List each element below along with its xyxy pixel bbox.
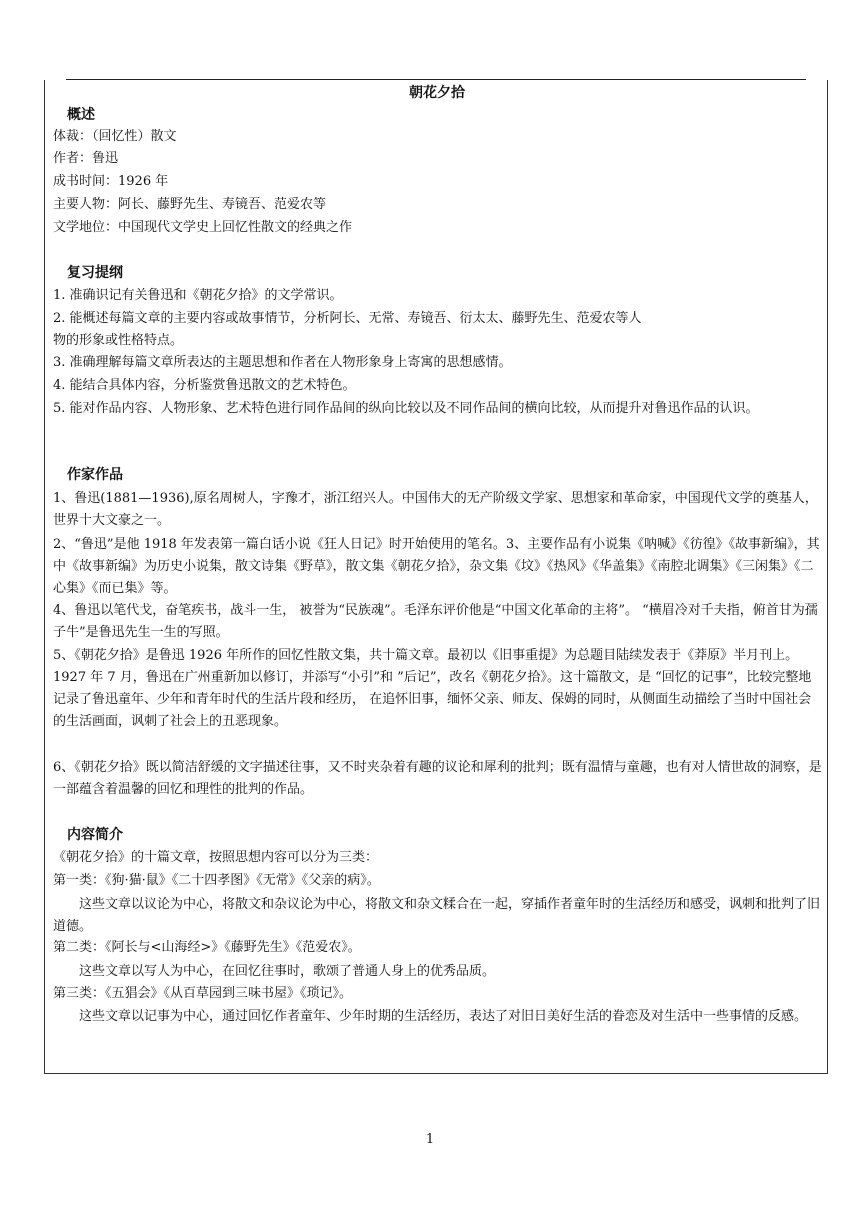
review-item: 2. 能概述每篇文章的主要内容或故事情节，分析阿长、无常、寿镜吾、衍太太、藤野先生、范爱农等人	[53, 311, 642, 326]
author-works-paragraph: 5、《朝花夕拾》是鲁迅 1926 年所作的回忆性散文集，共十篇文章。最初以《旧事重提》为总题目陆续发表于《莽原》半月刊上。1927 年 7 月，鲁迅在广州重新加以修订，并添写“小引”和 ”后记”，改名《朝花夕拾》。这十篇散文，是 “回忆的记事”，比较完整地记录了鲁迅童年、少年和青年时代的生活片段和经历， 在追怀旧事，缅怀父亲、师友、保姆的同时，从侧面生动描绘了当时中国社会的生活画面，讽刺了社会上的丑恶现象。	[53, 648, 812, 729]
category-two: 第二类：《阿长与<山海经>》《藤野先生》《范爱农》。	[53, 940, 361, 955]
author-works-paragraph: 6、《朝花夕拾》既以简洁舒缓的文字描述往事，又不时夹杂着有趣的议论和犀利的批判；既有温情与童趣，也有对人情世故的洞察，是一部蕴含着温馨的回忆和理性的批判的作品。	[53, 760, 822, 797]
category-three: 第三类：《五猖会》《从百草园到三味书屋》《琐记》。	[53, 986, 353, 1001]
document-title: 朝花夕拾	[409, 85, 465, 101]
overview-status: 文学地位：中国现代文学史上回忆性散文的经典之作	[53, 220, 353, 235]
review-item: 4. 能结合具体内容，分析鉴赏鲁迅散文的艺术特色。	[53, 378, 356, 393]
category-two-description: 这些文章以写人为中心，在回忆往事时，歌颂了普通人身上的优秀品质。	[79, 964, 496, 979]
review-item: 5. 能对作品内容、人物形象、艺术特色进行同作品间的纵向比较以及不同作品间的横向比较，从而提升对鲁迅作品的认识。	[53, 401, 759, 416]
category-one-description: 这些文章以议论为中心，将散文和杂议论为中心，将散文和杂文糅合在一起，穿插作者童年时的生活经历和感受，讽刺和批判了旧道德。	[53, 897, 821, 934]
review-item: 物的形象或性格特点。	[53, 333, 184, 348]
author-works-paragraph: 4、鲁迅以笔代戈，奋笔疾书，战斗一生， 被誉为“民族魂”。毛泽东评价他是“中国文化革命的主将”。 “横眉冷对千夫指，俯首甘为孺子牛”是鲁迅先生一生的写照。	[53, 603, 818, 640]
overview-heading: 概述	[67, 107, 95, 123]
review-item: 1. 准确识记有关鲁迅和《朝花夕拾》的文学常识。	[53, 288, 343, 303]
review-heading: 复习提纲	[67, 265, 123, 281]
author-works-heading: 作家作品	[67, 467, 123, 483]
page-number: 1	[425, 1132, 435, 1147]
author-works-paragraph: 1、鲁迅(1881—1936),原名周树人，字豫才，浙江绍兴人。中国伟大的无产阶级文学家、思想家和革命家，中国现代文学的奠基人，世界十大文豪之一。	[53, 491, 818, 528]
author-works-paragraph: 2、“鲁迅”是他 1918 年发表第一篇白话小说《狂人日记》时开始使用的笔名。3、主要作品有小说集《呐喊》《彷徨》《故事新编》，其中《故事新编》为历史小说集，散文诗集《野草》，散文集《朝花夕拾》，杂文集《坟》《热风》《华盖集》《南腔北调集》《三闲集》《二心集》《而已集》等。	[53, 537, 820, 596]
content-frame	[44, 80, 828, 1074]
content-intro-summary: 《朝花夕拾》的十篇文章，按照思想内容可以分为三类：	[53, 850, 379, 865]
content-intro-heading: 内容简介	[67, 827, 123, 843]
review-item: 3. 准确理解每篇文章所表达的主题思想和作者在人物形象身上寄寓的思想感情。	[53, 355, 512, 370]
overview-date: 成书时间：1926 年	[53, 174, 169, 189]
overview-characters: 主要人物：阿长、藤野先生、寿镜吾、范爱农等	[53, 197, 327, 212]
overview-author: 作者：鲁迅	[53, 151, 119, 166]
category-three-description: 这些文章以记事为中心，通过回忆作者童年、少年时期的生活经历，表达了对旧日美好生活的眷恋及对生活中一些事情的反感。	[79, 1009, 808, 1024]
category-one: 第一类：《狗·猫·鼠》《二十四孝图》《无常》《父亲的病》。	[53, 873, 380, 888]
overview-genre: 体裁：（回忆性）散文	[53, 129, 177, 144]
